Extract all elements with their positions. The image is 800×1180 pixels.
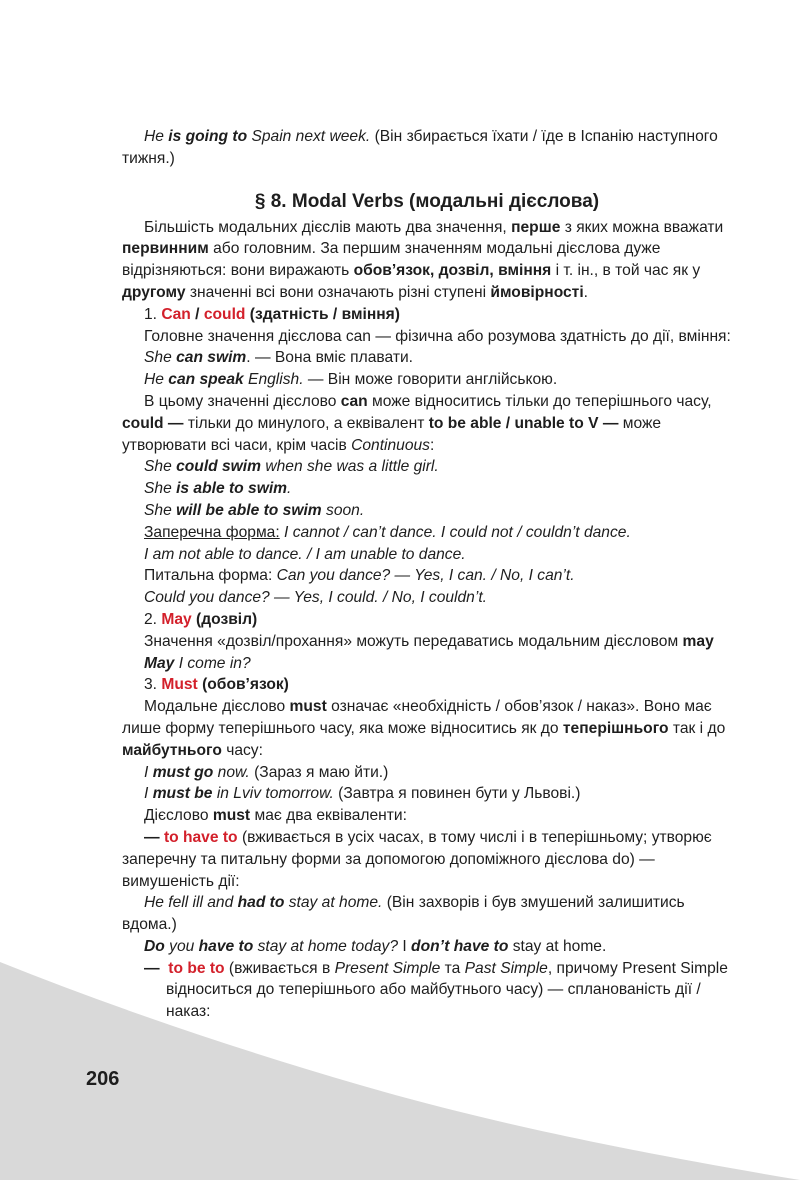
section-heading: § 8. Modal Verbs (модальні дієслова) [254, 190, 600, 212]
negative-form-2: I am not able to dance. / I am unable to dance. [144, 545, 466, 563]
example-1: She can swim. — Вона вміє плавати. [144, 349, 414, 367]
example-10: Do you have to stay at home today? I don’t have to stay at home. [144, 937, 607, 955]
subsection-3-heading: 3. Must (обов’язок) [144, 676, 289, 694]
paragraph-8: — to be to (вживається в Present Simple та Past Simple, причому Present Simple відноситься до теперішнього або майбутнього часу) — спланованість дії / наказ: [144, 959, 728, 1021]
example-6: May I come in? [144, 654, 251, 672]
subsection-1-heading: 1. Can / could (здатність / вміння) [144, 305, 400, 323]
question-form-2: Could you dance? — Yes, I could. / No, I couldn’t. [144, 589, 487, 607]
paragraph-7: — to have to (вживається в усіх часах, в тому числі і в теперішньому; утворює заперечну та питальну форми за допомогою допоміжного дієслова do) — вимушеність дії: [122, 828, 712, 890]
paragraph-4: Значення «дозвіл/прохання» можуть передаватись модальним дієсловом may [144, 632, 714, 650]
page-number: 206 [86, 1068, 120, 1090]
example-8: I must be in Lviv tomorrow. (Завтра я повинен бути у Львові.) [144, 785, 581, 803]
question-form: Питальна форма: Can you dance? — Yes, I can. / No, I can’t. [144, 567, 575, 585]
paragraph-3: В цьому значенні дієслово can може відноситись тільки до теперішнього часу, could — тільки до минулого, а еквівалент to be able / unable to V — може утворювати всі часи, крім часів Continuous: [122, 392, 712, 454]
intro-example: He is going to Spain next week. (Він збирається їхати / їде в Іспанію наступного тижня.) [122, 128, 718, 167]
example-3: She could swim when she was a little girl. [144, 458, 439, 476]
example-5: She will be able to swim soon. [144, 501, 365, 519]
negative-form: Заперечна форма: I cannot / can’t dance. I could not / couldn’t dance. [144, 523, 631, 541]
paragraph-1: Більшість модальних дієслів мають два значення, перше з яких можна вважати первинним або головним. За першим значенням модальні дієслова дуже відрізняються: вони виражають обов’язок, дозвіл, вміння і т. ін., в той час як у другому значенні всі вони означають різні ступені ймовірності. [122, 218, 724, 301]
example-9: He fell ill and had to stay at home. (Він захворів і був змушений залишитись вдома.) [122, 894, 685, 934]
example-7: I must go now. (Зараз я маю йти.) [144, 763, 389, 781]
example-4: She is able to swim. [144, 480, 292, 498]
paragraph-6: Дієслово must має два еквіваленти: [144, 807, 407, 825]
example-2: He can speak English. — Він може говорити англійською. [144, 371, 558, 389]
paragraph-5: Модальне дієслово must означає «необхідність / обов’язок / наказ». Воно має лише форму теперішнього часу, яка може відноситись як до теперішнього так і до майбутнього часу: [122, 698, 726, 759]
page-content [122, 126, 732, 1023]
subsection-2-heading: 2. May (дозвіл) [144, 610, 258, 628]
paragraph-2: Головне значення дієслова can — фізична або розумова здатність до дії, вміння: [144, 327, 731, 345]
